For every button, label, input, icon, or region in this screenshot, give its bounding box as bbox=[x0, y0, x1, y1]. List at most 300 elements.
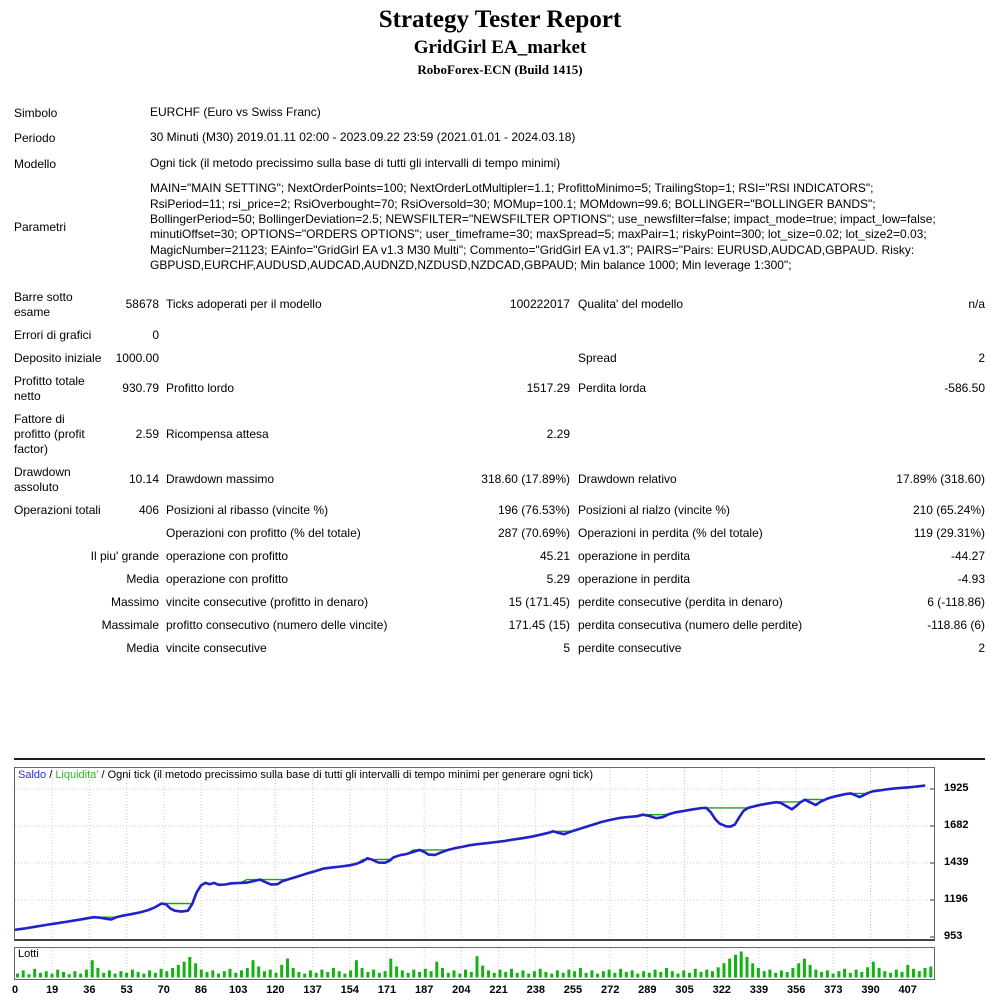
chart-section bbox=[11, 758, 994, 998]
lots-bar bbox=[837, 971, 840, 977]
lots-bar bbox=[51, 974, 54, 978]
stat-cell-c4: Operazioni in perdita (% del totale) bbox=[578, 525, 763, 540]
lots-bar bbox=[717, 967, 720, 977]
lots-bar bbox=[62, 972, 65, 978]
lots-bar bbox=[395, 967, 398, 978]
lots-bar bbox=[108, 970, 111, 977]
lots-bar bbox=[826, 970, 829, 977]
stat-cell-c0: Barre sotto esame bbox=[14, 289, 73, 319]
stat-cell-c4: perdite consecutive bbox=[578, 640, 682, 655]
lots-bar bbox=[504, 972, 507, 978]
lots-bar bbox=[677, 974, 680, 978]
lots-bar bbox=[171, 968, 174, 978]
stat-cell-c5: 119 (29.31%) bbox=[913, 525, 985, 540]
setting-row-parametri bbox=[14, 181, 1000, 273]
x-tick-label: 103 bbox=[228, 984, 248, 996]
lots-bar bbox=[671, 971, 674, 977]
x-tick-label: 53 bbox=[120, 984, 133, 996]
lots-label: Lotti bbox=[18, 948, 39, 960]
setting-value-line: MAIN="MAIN SETTING"; NextOrderPoints=100; NextOrderLotMultipler=1.1; ProfittoMinimo=5; TrailingStop=1; RSI="RSI INDICATORS"; bbox=[150, 181, 874, 196]
lots-bar bbox=[924, 968, 927, 978]
lots-bar bbox=[154, 973, 157, 978]
lots-bar bbox=[470, 972, 473, 978]
x-tick-label: 187 bbox=[414, 984, 434, 996]
x-tick-label: 70 bbox=[157, 984, 170, 996]
x-tick-label: 373 bbox=[824, 984, 843, 996]
lots-bar bbox=[234, 973, 237, 978]
lots-bar bbox=[453, 970, 456, 977]
setting-value bbox=[150, 181, 960, 273]
lots-bar bbox=[68, 974, 71, 977]
lots-bar bbox=[96, 968, 99, 978]
lots-bar bbox=[183, 962, 186, 978]
lots-bar bbox=[768, 970, 771, 978]
stat-cell-c3: 5 bbox=[563, 640, 570, 655]
lots-bar bbox=[372, 970, 375, 978]
lots-bar bbox=[332, 968, 335, 978]
lots-bar bbox=[740, 952, 743, 978]
stat-cell-c3: 287 (70.69%) bbox=[497, 525, 570, 540]
lots-bar bbox=[585, 973, 588, 978]
lots-bar bbox=[918, 971, 921, 977]
stat-cell-c0: Errori di grafici bbox=[14, 327, 92, 342]
stat-row bbox=[14, 546, 985, 567]
lots-bar bbox=[389, 959, 392, 978]
lots-bar bbox=[275, 973, 278, 978]
stat-cell-c2: operazione con profitto bbox=[166, 571, 289, 586]
x-tick-label: 36 bbox=[83, 984, 96, 996]
legend-saldo: Saldo bbox=[18, 769, 47, 781]
stat-cell-c1: 0 bbox=[152, 327, 159, 342]
lots-bar bbox=[424, 969, 427, 978]
lots-bar bbox=[613, 973, 616, 978]
x-tick-label: 289 bbox=[638, 984, 657, 996]
lots-bar bbox=[292, 968, 295, 978]
page-title: Strategy Tester Report bbox=[378, 6, 622, 33]
stat-row bbox=[14, 371, 985, 407]
lots-bar bbox=[464, 970, 467, 978]
stat-cell-c3: 45.21 bbox=[539, 548, 570, 563]
setting-value-line: minutiOffset=30; OPTIONS="ORDERS OPTIONS"; user_timeframe=30; maxSpread=5; maxPair=1; riskyPoint=300; lot_size=0.02; lot_size2=0.03; bbox=[150, 227, 927, 242]
lots-bar bbox=[16, 974, 19, 978]
lots-bar bbox=[734, 955, 737, 978]
lots-bar bbox=[797, 963, 800, 977]
lots-bar bbox=[487, 970, 490, 977]
stat-cell-c1: 58678 bbox=[125, 297, 159, 312]
y-tick-label: 953 bbox=[944, 930, 963, 942]
stat-cell-c3: 5.29 bbox=[546, 571, 570, 586]
setting-value bbox=[150, 156, 960, 171]
lots-bar bbox=[780, 970, 783, 977]
x-tick-label: 221 bbox=[489, 984, 508, 996]
lots-bar bbox=[872, 962, 875, 978]
stat-row bbox=[14, 523, 985, 544]
lots-bar bbox=[194, 963, 197, 977]
lots-bar bbox=[694, 969, 697, 978]
lots-bar bbox=[493, 973, 496, 978]
stat-cell-c3: 196 (76.53%) bbox=[497, 502, 570, 517]
lots-bar bbox=[263, 971, 266, 977]
lots-bar bbox=[522, 970, 525, 977]
lots-bar bbox=[567, 970, 570, 978]
lots-bar bbox=[206, 972, 209, 978]
setting-value-line: RsiPeriod=11; rsi_price=2; RsiOverbought=70; RsiOversold=30; MOMup=100.1; MOMdown=99.6; BOLLINGER="BOLLINGER BANDS"; bbox=[150, 196, 876, 211]
x-tick-label: 272 bbox=[600, 984, 620, 996]
lots-bar bbox=[901, 972, 904, 978]
lots-bar bbox=[240, 970, 243, 977]
setting-value-line: 30 Minuti (M30) 2019.01.11 02:00 - 2023.09.22 23:59 (2021.01.01 - 2024.03.18) bbox=[150, 130, 576, 145]
setting-value-line: GBPUSD,EURCHF,AUDUSD,AUDCAD,AUDNZD,NZDUSD,NZDCAD,GBPAUD; Min balance 1000; Min leverage 1:300"; bbox=[150, 258, 792, 273]
lots-bar bbox=[79, 974, 82, 978]
lots-bar bbox=[791, 968, 794, 978]
lots-bar bbox=[659, 972, 662, 978]
stat-cell-c01: Il piu' grande bbox=[90, 548, 159, 563]
lots-bar bbox=[895, 970, 898, 978]
lots-bar bbox=[211, 970, 214, 977]
stat-cell-c5: -118.86 (6) bbox=[927, 617, 985, 632]
stat-cell-c5: n/a bbox=[968, 297, 985, 312]
lots-bar bbox=[499, 970, 502, 978]
stat-cell-c01: Media bbox=[126, 571, 159, 586]
stat-row bbox=[14, 462, 985, 498]
legend-separator-2: / bbox=[98, 769, 108, 781]
stat-row bbox=[14, 409, 985, 460]
lots-bar bbox=[45, 971, 48, 977]
lots-bar bbox=[688, 973, 691, 978]
stat-cell-c0: Operazioni totali bbox=[14, 502, 101, 517]
lots-bar bbox=[642, 971, 645, 977]
setting-label: Simbolo bbox=[14, 105, 58, 120]
lots-bar bbox=[820, 972, 823, 978]
stat-cell-c4: Spread bbox=[578, 350, 617, 365]
lots-bar bbox=[590, 970, 593, 977]
lots-bar bbox=[361, 968, 364, 978]
lots-bar bbox=[774, 973, 777, 978]
lots-bar bbox=[855, 970, 858, 978]
stat-cell-c2: vincite consecutive bbox=[166, 640, 267, 655]
balance-chart-svg bbox=[15, 768, 934, 939]
lots-bar bbox=[751, 963, 754, 977]
lots-bar bbox=[257, 967, 260, 978]
lots-bar bbox=[860, 972, 863, 978]
setting-value-line: Ogni tick (il metodo precissimo sulla base di tutti gli intervalli di tempo minimi) bbox=[150, 155, 561, 170]
lots-bar bbox=[723, 963, 726, 977]
lots-bar bbox=[366, 972, 369, 978]
stat-row bbox=[14, 325, 985, 346]
stat-cell-c2: profitto consecutivo (numero delle vincite) bbox=[166, 617, 388, 632]
x-tick-label: 255 bbox=[563, 984, 583, 996]
lots-bar bbox=[114, 974, 117, 978]
lots-bar bbox=[654, 970, 657, 978]
lots-bar bbox=[269, 970, 272, 978]
lots-bar bbox=[728, 959, 731, 978]
lots-bar bbox=[338, 971, 341, 977]
stat-cell-c4: Qualita' del modello bbox=[578, 297, 684, 312]
lots-bar bbox=[665, 968, 668, 978]
y-tick-label: 1682 bbox=[944, 819, 969, 831]
stat-cell-c5: -4.93 bbox=[957, 571, 985, 586]
lots-bar bbox=[786, 972, 789, 978]
lots-bar bbox=[407, 973, 410, 978]
lots-bar bbox=[246, 968, 249, 978]
lots-bar bbox=[39, 973, 42, 978]
lots-bar bbox=[556, 970, 559, 977]
stat-cell-c3: 15 (171.45) bbox=[508, 594, 570, 609]
stat-cell-c2: Ticks adoperati per il modello bbox=[166, 297, 322, 312]
stat-cell-c1: 406 bbox=[138, 502, 159, 517]
stat-cell-c3: 2.29 bbox=[546, 426, 570, 441]
lots-bar bbox=[412, 970, 415, 978]
lots-bar bbox=[889, 973, 892, 978]
lots-bar bbox=[809, 965, 812, 978]
lots-bar bbox=[33, 969, 36, 978]
lots-bar bbox=[309, 970, 312, 977]
setting-label: Periodo bbox=[14, 131, 56, 146]
lots-bar bbox=[177, 965, 180, 978]
lots-bar bbox=[441, 968, 444, 978]
lots-bar bbox=[906, 965, 909, 978]
x-tick-label: 322 bbox=[712, 984, 731, 996]
x-tick-label: 390 bbox=[861, 984, 880, 996]
stat-row bbox=[14, 569, 985, 590]
stat-cell-c4: operazione in perdita bbox=[578, 548, 691, 563]
lots-bar bbox=[286, 959, 289, 978]
x-tick-label: 137 bbox=[303, 984, 322, 996]
lots-bar bbox=[252, 960, 255, 977]
lots-bar bbox=[343, 974, 346, 978]
lots-bar bbox=[843, 969, 846, 978]
stat-cell-c2: Operazioni con profitto (% del totale) bbox=[166, 525, 361, 540]
x-tick-label: 171 bbox=[377, 984, 397, 996]
lots-bar bbox=[814, 970, 817, 978]
lots-bar bbox=[418, 972, 421, 978]
report-header bbox=[0, 6, 1000, 78]
stat-cell-c01: Massimo bbox=[110, 594, 159, 609]
stat-cell-c2: Drawdown massimo bbox=[166, 472, 275, 487]
test-settings-table bbox=[14, 105, 1000, 274]
lots-bar bbox=[229, 969, 232, 978]
x-tick-label: 204 bbox=[452, 984, 471, 996]
lots-bar bbox=[757, 968, 760, 978]
stat-cell-c2: Posizioni al ribasso (vincite %) bbox=[166, 502, 329, 517]
stat-cell-c4: operazione in perdita bbox=[578, 571, 691, 586]
setting-value-line: BollingerPeriod=50; BollingerDeviation=2.5; NEWSFILTER="NEWSFILTER OPTIONS"; use_newsfilter=false; impact_mode=true; impact_low=false; bbox=[150, 212, 936, 227]
lots-bar bbox=[533, 971, 536, 977]
stat-cell-c2: vincite consecutive (profitto in denaro) bbox=[166, 594, 369, 609]
stat-cell-c5: -44.27 bbox=[950, 548, 985, 563]
broker-build: RoboForex-ECN (Build 1415) bbox=[417, 62, 583, 77]
lots-bar bbox=[878, 968, 881, 978]
stat-cell-c0: Profitto totale netto bbox=[14, 373, 85, 403]
lots-bar bbox=[746, 957, 749, 978]
balance-chart bbox=[14, 767, 935, 941]
setting-value bbox=[150, 130, 960, 145]
stat-cell-c5: 210 (65.24%) bbox=[912, 502, 985, 517]
lots-bar bbox=[73, 971, 76, 977]
lots-bar bbox=[625, 972, 628, 978]
lots-bar bbox=[384, 971, 387, 977]
lots-bar bbox=[527, 974, 530, 978]
lots-bar bbox=[125, 973, 128, 978]
lots-bar bbox=[608, 970, 611, 978]
lots-bar bbox=[648, 973, 651, 978]
lots-bar bbox=[22, 970, 25, 977]
stat-cell-c2: Profitto lordo bbox=[166, 381, 235, 396]
lots-bar bbox=[326, 972, 329, 978]
lots-bar bbox=[619, 969, 622, 978]
stat-row bbox=[14, 287, 985, 323]
lots-bar bbox=[401, 970, 404, 977]
stat-row bbox=[14, 348, 985, 369]
setting-value bbox=[150, 105, 960, 120]
stat-cell-c5: -586.50 bbox=[944, 381, 985, 396]
setting-label: Parametri bbox=[14, 220, 67, 235]
legend-separator-1: / bbox=[46, 769, 56, 781]
legend-model: Ogni tick (il metodo precissimo sulla base di tutti gli intervalli di tempo minimi per generare ogni tick) bbox=[107, 769, 593, 781]
lots-bar bbox=[573, 971, 576, 977]
lots-bar bbox=[544, 972, 547, 978]
x-tick-label: 305 bbox=[675, 984, 694, 996]
stat-cell-c1: 1000.00 bbox=[115, 350, 159, 365]
lots-bar bbox=[550, 974, 553, 978]
lots-bar bbox=[883, 971, 886, 977]
lots-bar bbox=[28, 974, 31, 977]
x-tick-label: 154 bbox=[340, 984, 359, 996]
stat-row bbox=[14, 615, 985, 636]
stat-cell-c4: perdita consecutiva (numero delle perdite) bbox=[578, 617, 803, 632]
lots-bar bbox=[280, 965, 283, 978]
lots-bar bbox=[481, 966, 484, 978]
x-tick-label: 120 bbox=[266, 984, 285, 996]
lots-bar bbox=[510, 969, 513, 978]
stat-cell-c5: 2 bbox=[978, 350, 985, 365]
lots-bar bbox=[91, 960, 94, 977]
stat-cell-c3: 100222017 bbox=[509, 297, 570, 312]
setting-value-line: EURCHF (Euro vs Swiss Franc) bbox=[150, 105, 321, 119]
stat-cell-c5: 17.89% (318.60) bbox=[896, 472, 985, 487]
lots-bar bbox=[711, 971, 714, 977]
y-tick-label: 1196 bbox=[944, 893, 968, 905]
stat-cell-c4: Perdita lorda bbox=[578, 381, 647, 396]
lots-bar bbox=[476, 956, 479, 977]
stat-cell-c4: Posizioni al rialzo (vincite %) bbox=[578, 502, 731, 517]
lots-bar bbox=[579, 968, 582, 978]
lots-bar bbox=[636, 974, 639, 978]
lots-bar bbox=[849, 973, 852, 978]
lots-bar bbox=[349, 970, 352, 977]
stat-cell-c4: Drawdown relativo bbox=[578, 472, 677, 487]
results-table bbox=[14, 287, 985, 659]
setting-label: Modello bbox=[14, 156, 57, 171]
setting-row-periodo bbox=[14, 130, 1000, 145]
stat-cell-c1: 2.59 bbox=[135, 426, 159, 441]
x-tick-label: 86 bbox=[194, 984, 208, 996]
setting-row-simbolo bbox=[14, 105, 1000, 120]
lots-bar bbox=[200, 970, 203, 978]
stat-cell-c01: Massimale bbox=[101, 617, 159, 632]
stat-cell-c3: 1517.29 bbox=[526, 381, 570, 396]
stat-row bbox=[14, 638, 985, 659]
lots-bar bbox=[142, 974, 145, 978]
lots-bar bbox=[763, 971, 766, 977]
stat-cell-c4: perdite consecutive (perdita in denaro) bbox=[578, 594, 783, 609]
lots-bar bbox=[148, 970, 151, 977]
stat-cell-c3: 171.45 (15) bbox=[508, 617, 570, 632]
lots-bar bbox=[832, 974, 835, 978]
stat-cell-c2: Ricompensa attesa bbox=[166, 426, 269, 441]
stat-cell-c01: Media bbox=[126, 640, 159, 655]
lots-bar bbox=[866, 967, 869, 977]
stat-cell-c1: 930.79 bbox=[122, 381, 159, 396]
lots-bar bbox=[355, 960, 358, 977]
balance-line bbox=[15, 786, 925, 930]
lots-bar bbox=[217, 974, 220, 978]
lots-bar bbox=[447, 973, 450, 978]
x-tick-label: 339 bbox=[749, 984, 769, 996]
x-tick-label: 356 bbox=[786, 984, 806, 996]
lots-bar bbox=[119, 971, 122, 977]
lots-bar bbox=[803, 959, 806, 978]
lots-bar bbox=[700, 972, 703, 978]
lots-bar bbox=[602, 971, 605, 977]
lots-bar bbox=[137, 972, 140, 978]
lots-bar bbox=[596, 974, 599, 978]
x-tick-label: 238 bbox=[526, 984, 545, 996]
lots-bar bbox=[562, 973, 565, 978]
lots-bar bbox=[160, 969, 163, 978]
lots-bar bbox=[682, 970, 685, 977]
stat-cell-c0: Drawdown assoluto bbox=[14, 464, 71, 494]
x-axis-labels bbox=[11, 984, 994, 998]
lots-bar bbox=[705, 970, 708, 978]
lots-bar bbox=[320, 970, 323, 978]
table-bottom-divider bbox=[14, 758, 985, 760]
legend-liquidita: Liquidita' bbox=[55, 769, 99, 781]
lots-bar bbox=[223, 971, 226, 977]
setting-value-line: MagicNumber=21123; EAinfo="GridGirl EA v1.3 M30 Multi"; Commento="GridGirl EA v1.3"; PAIRS="Pairs: EURUSD,AUDCAD,GBPAUD. Risky: bbox=[150, 242, 915, 257]
y-tick-label: 1439 bbox=[944, 856, 969, 868]
lots-bar bbox=[297, 972, 300, 978]
setting-row-modello bbox=[14, 156, 1000, 171]
stat-cell-c0: Deposito iniziale bbox=[14, 350, 102, 365]
stat-cell-c2: operazione con profitto bbox=[166, 548, 289, 563]
lots-histogram-svg bbox=[15, 948, 934, 979]
stat-cell-c5: 2 bbox=[978, 640, 985, 655]
stat-row bbox=[14, 592, 985, 613]
lots-bar bbox=[378, 973, 381, 978]
lots-bar bbox=[303, 974, 306, 978]
stat-cell-c5: 6 (-118.86) bbox=[927, 594, 985, 609]
lots-bar bbox=[458, 974, 461, 978]
lots-bar bbox=[131, 970, 134, 978]
stat-cell-c1: 10.14 bbox=[128, 472, 159, 487]
lots-bar bbox=[929, 967, 932, 978]
lots-histogram bbox=[14, 947, 935, 980]
x-tick-label: 407 bbox=[898, 984, 917, 996]
lots-bar bbox=[315, 973, 318, 978]
stat-cell-c3: 318.60 (17.89%) bbox=[481, 472, 570, 487]
ea-name: GridGirl EA_market bbox=[413, 37, 587, 58]
x-tick-label: 0 bbox=[11, 984, 19, 996]
lots-bar bbox=[539, 969, 542, 978]
lots-bar bbox=[165, 971, 168, 977]
chart-legend bbox=[18, 769, 593, 781]
x-tick-label: 19 bbox=[46, 984, 59, 996]
lots-bar bbox=[516, 973, 519, 978]
lots-bar bbox=[430, 971, 433, 977]
lots-bar bbox=[85, 970, 88, 978]
y-tick-label: 1925 bbox=[944, 782, 969, 794]
